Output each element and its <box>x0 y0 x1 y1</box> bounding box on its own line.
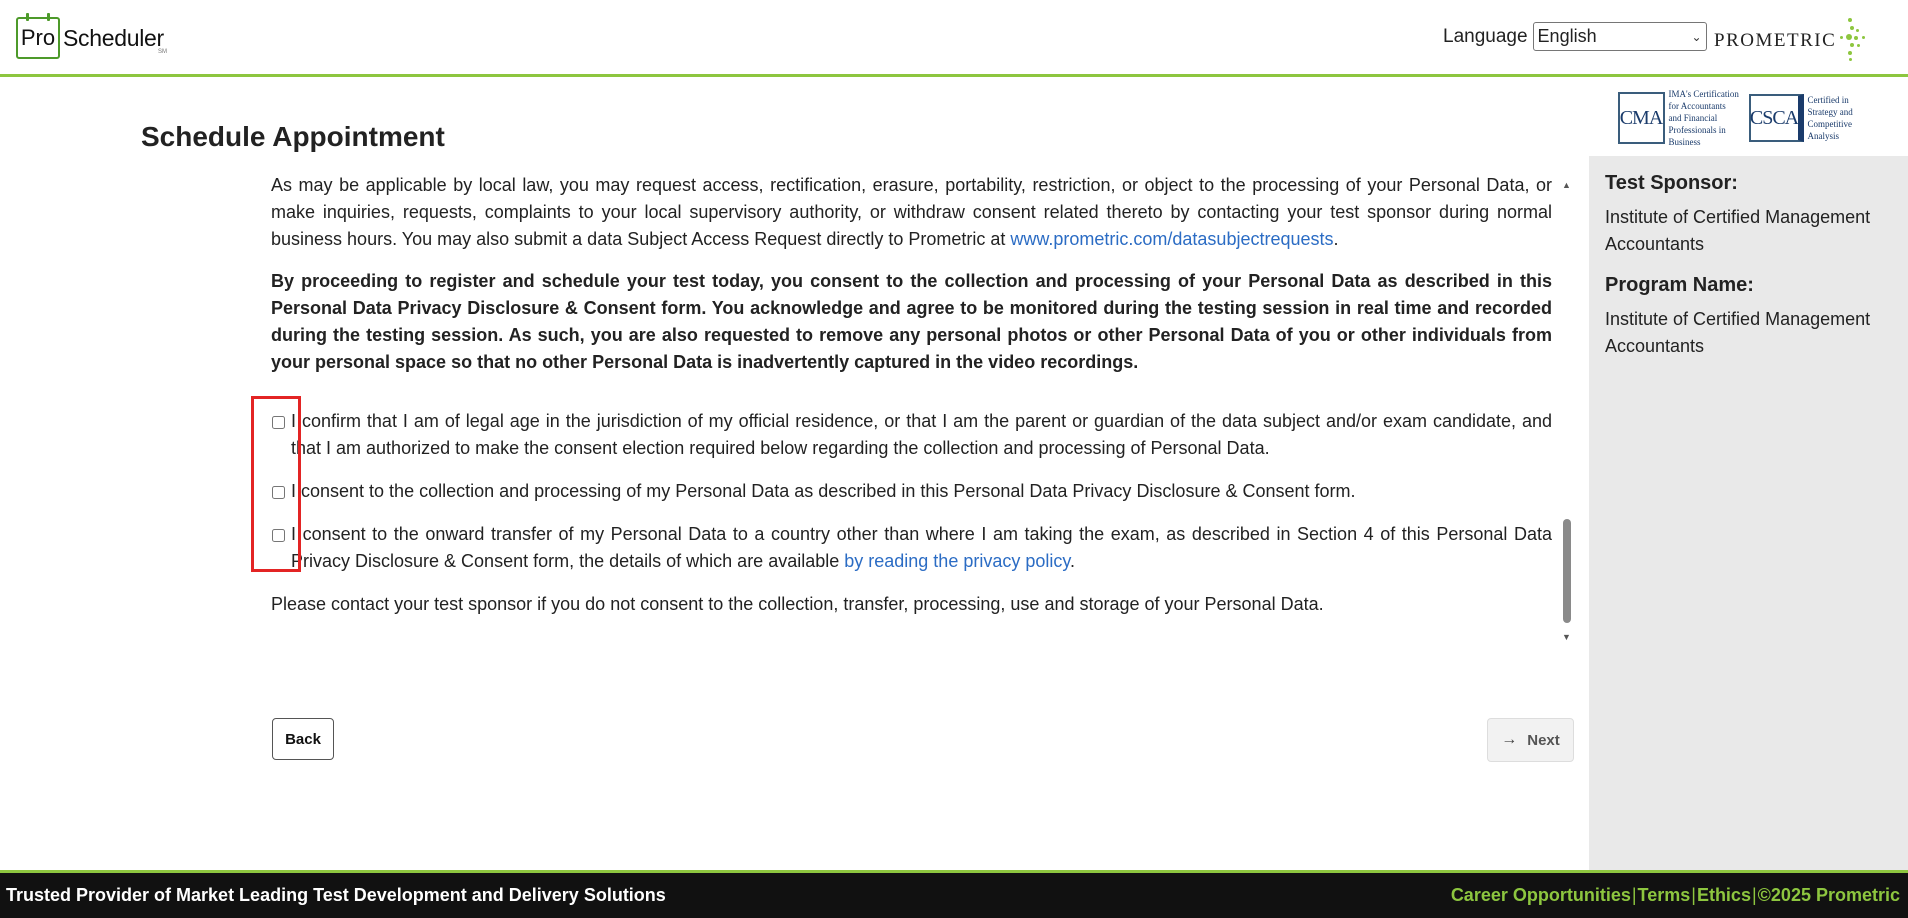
csca-logo <box>1749 94 1880 142</box>
footer-links <box>1451 885 1900 906</box>
site-footer <box>0 870 1908 918</box>
rights-text: As may be applicable by local law, you may request access, rectification, erasure, portability, restriction, or object to the processing of your Personal Data, or make inquiries, requests, complaints to your local supervisory authority, or withdraw consent related thereto by contacting your test sponsor during normal business hours. You may also submit a data Subject Access Request directly to Prometric at <box>271 175 1552 249</box>
rights-paragraph <box>271 172 1552 253</box>
program-name-label: Program Name: <box>1605 274 1754 296</box>
footer-tagline: Trusted Provider of Market Leading Test Development and Delivery Solutions <box>6 885 666 905</box>
prometric-brand-text: PROMETRIC <box>1714 30 1837 51</box>
rights-end: . <box>1333 229 1339 249</box>
calendar-icon <box>16 17 60 59</box>
test-sponsor-value: Institute of Certified Management Accountants <box>1605 207 1871 254</box>
language-dropdown[interactable] <box>1533 22 1707 51</box>
scroll-up-arrow-icon[interactable]: ▲ <box>1562 180 1571 190</box>
next-button[interactable] <box>1487 718 1574 762</box>
transfer-consent-checkbox[interactable] <box>272 529 285 542</box>
consent-item-processing <box>271 478 1552 505</box>
footer-separator: | <box>1631 885 1637 905</box>
copyright-text: ©2025 Prometric <box>1757 885 1900 905</box>
scrollbar[interactable] <box>1561 176 1573 642</box>
transfer-consent-end: . <box>1070 551 1076 571</box>
cma-description: IMA's Certification for Accountants and Financial Professionals in Business <box>1668 89 1739 147</box>
logo-sm-mark: SM <box>158 49 167 55</box>
logo-pro-text: Pro <box>20 25 56 50</box>
language-value: English <box>1537 26 1597 46</box>
transfer-consent-label <box>291 521 1552 575</box>
scrollbar-thumb[interactable] <box>1563 519 1571 623</box>
csca-mark: CSCA <box>1749 94 1804 142</box>
proscheduler-logo[interactable] <box>16 16 167 60</box>
scroll-down-arrow-icon[interactable]: ▼ <box>1562 632 1571 642</box>
cma-mark: CMA <box>1618 92 1665 144</box>
next-label: Next <box>1527 731 1560 749</box>
footer-separator: | <box>1691 885 1696 905</box>
consent-statement: By proceeding to register and schedule your test today, you consent to the collection and processing of your Personal Data as described in this Personal Data Privacy Disclosure & Consent form. You acknowledge and agree to be monitored during the testing session in real time and recorded during the testing session. As such, you are also requested to remove any personal photos or other Personal Data of you or other individuals from your personal space so that no other Personal Data is inadvertently captured in the video recordings. <box>271 271 1552 372</box>
privacy-policy-link[interactable]: by reading the privacy policy <box>844 551 1071 571</box>
certification-logos <box>1589 80 1908 156</box>
footer-separator: | <box>1751 885 1757 905</box>
site-header <box>0 0 1908 77</box>
language-label: Language <box>1443 25 1528 47</box>
processing-consent-label: I consent to the collection and processing of my Personal Data as described in this Personal Data Privacy Disclosure & Consent form. <box>291 481 1356 501</box>
sponsor-sidebar <box>1589 80 1908 870</box>
contact-sponsor-note: Please contact your test sponsor if you do not consent to the collection, transfer, processing, use and storage of your Personal Data. <box>271 594 1324 614</box>
ethics-link[interactable]: Ethics <box>1696 885 1751 905</box>
legal-age-checkbox[interactable] <box>272 416 285 429</box>
data-subject-requests-link[interactable]: www.prometric.com/datasubjectrequests <box>1010 229 1334 249</box>
legal-age-label: I confirm that I am of legal age in the jurisdiction of my official residence, or that I am the parent or guardian of the data subject and/or exam candidate, and that I am authorized to make the consent election required below regarding the collection and processing of Personal Data. <box>291 411 1552 458</box>
consent-item-legal-age <box>271 408 1552 462</box>
career-opportunities-link[interactable]: Career Opportunities <box>1450 885 1631 905</box>
logo-scheduler-text: Scheduler <box>63 24 164 51</box>
transfer-consent-text: I consent to the onward transfer of my Personal Data to a country other than where I am taking the exam, as described in Section 4 of this Personal Data Privacy Disclosure & Consent form, the details of which are available <box>291 524 1552 571</box>
prometric-star-icon <box>1840 16 1876 62</box>
language-selector <box>1443 22 1707 51</box>
cma-logo <box>1618 88 1741 148</box>
arrow-right-icon: → <box>1501 731 1518 748</box>
page-title: Schedule Appointment <box>141 121 445 152</box>
test-sponsor-label: Test Sponsor: <box>1605 172 1738 194</box>
back-button[interactable]: Back <box>272 718 334 760</box>
consent-scroll-area[interactable] <box>271 172 1552 642</box>
terms-link[interactable]: Terms <box>1637 885 1691 905</box>
csca-description: Certified in Strategy and Competitive Analysis <box>1807 95 1853 141</box>
prometric-logo[interactable] <box>1714 20 1876 62</box>
consent-item-transfer <box>271 521 1552 575</box>
program-name-value: Institute of Certified Management Accountants <box>1605 309 1871 356</box>
chevron-down-icon: ⌄ <box>1691 29 1702 44</box>
processing-consent-checkbox[interactable] <box>272 486 285 499</box>
